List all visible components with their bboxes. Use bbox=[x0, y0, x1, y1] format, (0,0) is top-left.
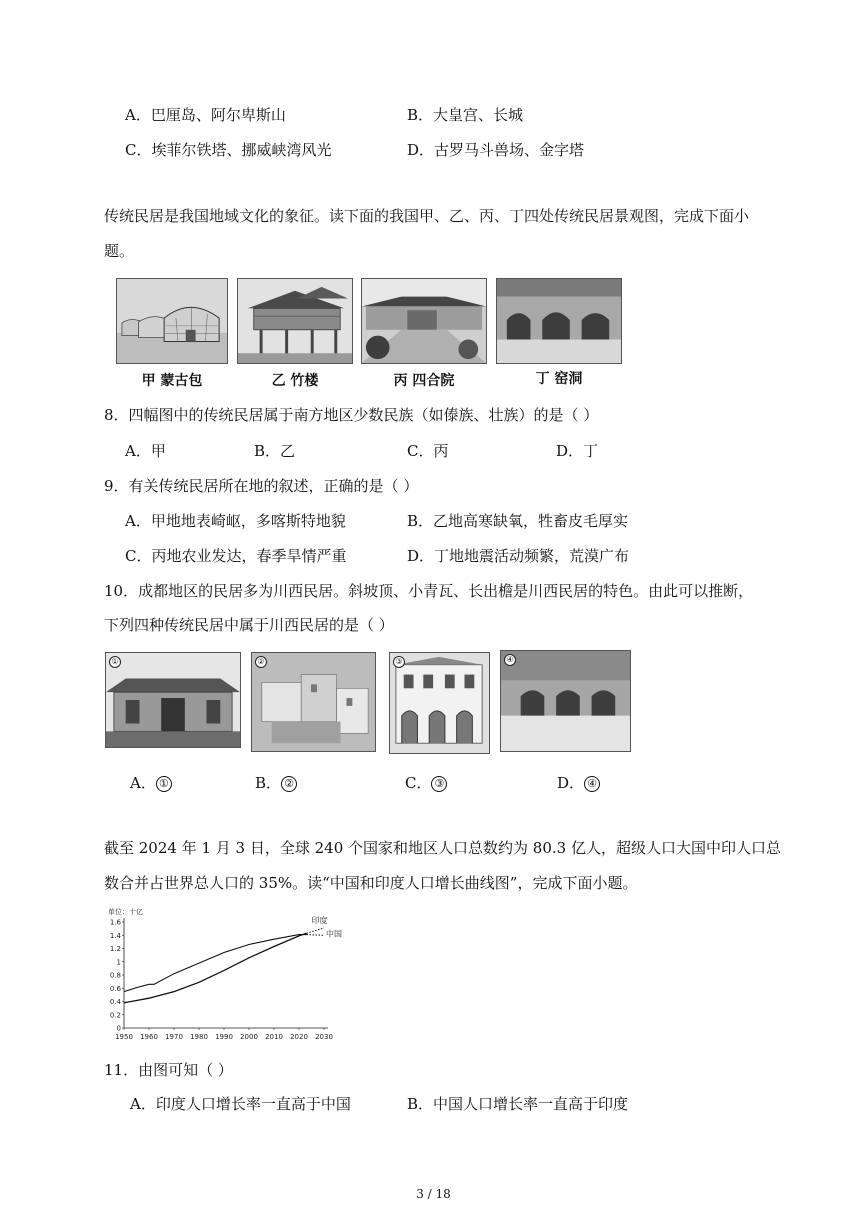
chart-series-projection-1 bbox=[307, 928, 325, 933]
photo-bamboo-house bbox=[237, 278, 353, 364]
intro2-line1: 截至 2024 年 1 月 3 日，全球 240 个国家和地区人口总数约为 80.3 亿人，超级人口大国中印人口总 bbox=[104, 839, 781, 857]
chart-y-tick-label: 0.2 bbox=[109, 1011, 121, 1020]
q10-option-b-letter: B． bbox=[255, 774, 282, 792]
chart-x-tick-label: 1960 bbox=[140, 1033, 158, 1041]
q10-option-c-mark: ③ bbox=[431, 776, 447, 792]
chart-y-tick-label: 0 bbox=[116, 1024, 121, 1033]
photo-cave-dwelling bbox=[496, 278, 622, 364]
q9-option-d: D．丁地地震活动频繁，荒漠广布 bbox=[407, 547, 630, 565]
chart-series-projection-0 bbox=[307, 935, 325, 936]
photo-siheyuan-courtyard bbox=[361, 278, 487, 364]
chart-x-tick-label: 2010 bbox=[265, 1033, 283, 1041]
q10-option-c bbox=[405, 772, 447, 793]
q10-stem-line1: 10．成都地区的民居多为川西民居。斜坡顶、小青瓦、长出檐是川西民居的特色。由此可以推断， bbox=[104, 582, 754, 600]
q11-option-b: B．中国人口增长率一直高于印度 bbox=[407, 1095, 629, 1113]
q10-option-d-mark: ④ bbox=[584, 776, 600, 792]
chart-x-tick-label: 2030 bbox=[315, 1033, 333, 1041]
chart-series-label-india: 印度 bbox=[311, 916, 328, 925]
photo-1-label: ① bbox=[109, 656, 121, 668]
intro-paragraph-line2: 题。 bbox=[104, 242, 135, 260]
chart-x-tick-label: 2020 bbox=[290, 1033, 308, 1041]
photo-3-label: ③ bbox=[393, 656, 405, 668]
photo-2-label: ② bbox=[255, 656, 267, 668]
population-line-chart bbox=[100, 900, 350, 1048]
photo-option-4-cave-dwelling bbox=[500, 650, 631, 752]
chart-y-tick-label: 0.8 bbox=[109, 971, 121, 980]
page-number: 3 / 18 bbox=[416, 1187, 451, 1201]
q7-option-b: B．大皇宫、长城 bbox=[407, 106, 524, 124]
caption-cave-dwelling: 丁 窑洞 bbox=[535, 371, 583, 387]
photo-option-3-arcade-building bbox=[389, 652, 490, 754]
q10-stem-line2: 下列四种传统民居中属于川西民居的是（ ） bbox=[104, 616, 394, 634]
q10-option-b-mark: ② bbox=[281, 776, 297, 792]
q9-stem: 9．有关传统民居所在地的叙述，正确的是（ ） bbox=[104, 477, 419, 495]
q10-option-c-letter: C． bbox=[405, 774, 432, 792]
q7-option-a: A．巴厘岛、阿尔卑斯山 bbox=[125, 106, 286, 124]
chart-y-tick-label: 1.6 bbox=[109, 918, 121, 927]
q8-option-c: C．丙 bbox=[407, 442, 449, 460]
q8-option-d: D．丁 bbox=[556, 442, 599, 460]
intro2-line2: 数合并占世界总人口的 35%。读“中国和印度人口增长曲线图”，完成下面小题。 bbox=[104, 874, 638, 892]
q10-option-a-letter: A． bbox=[130, 774, 156, 792]
chart-y-tick-label: 1.4 bbox=[109, 931, 121, 940]
chart-unit-label: 单位：十亿 bbox=[108, 908, 143, 916]
chart-x-tick-label: 1970 bbox=[165, 1033, 183, 1041]
chart-x-tick-label: 2000 bbox=[240, 1033, 258, 1041]
q8-option-b: B．乙 bbox=[254, 442, 296, 460]
intro-paragraph-line1: 传统民居是我国地域文化的象征。读下面的我国甲、乙、丙、丁四处传统民居景观图，完成下面小 bbox=[104, 207, 750, 225]
q9-option-b: B．乙地高寒缺氧，牲畜皮毛厚实 bbox=[407, 512, 629, 530]
chart-series-line-0 bbox=[124, 935, 307, 992]
q11-stem: 11．由图可知（ ） bbox=[104, 1061, 233, 1079]
q7-option-d: D．古罗马斗兽场、金字塔 bbox=[407, 141, 585, 159]
q8-stem: 8．四幅图中的传统民居属于南方地区少数民族（如傣族、壮族）的是（ ） bbox=[104, 406, 599, 424]
q8-option-a: A．甲 bbox=[125, 442, 166, 460]
q10-option-b bbox=[255, 772, 297, 793]
photo-option-2-stone-buildings bbox=[251, 652, 376, 752]
caption-siheyuan: 丙 四合院 bbox=[393, 373, 455, 389]
caption-yurt: 甲 蒙古包 bbox=[141, 373, 203, 389]
photo-option-1-tiled-house bbox=[105, 652, 241, 748]
chart-x-tick-label: 1980 bbox=[190, 1033, 208, 1041]
q7-option-c: C．埃菲尔铁塔、挪威峡湾风光 bbox=[125, 141, 332, 159]
photo-4-label: ④ bbox=[504, 654, 516, 666]
chart-series-label-china: 中国 bbox=[326, 929, 342, 939]
chart-x-tick-label: 1990 bbox=[215, 1033, 233, 1041]
q10-option-a-mark: ① bbox=[156, 776, 172, 792]
caption-bamboo-house: 乙 竹楼 bbox=[271, 373, 319, 389]
chart-y-tick-label: 0.4 bbox=[109, 998, 121, 1006]
q9-option-c: C．丙地农业发达，春季旱情严重 bbox=[125, 547, 347, 565]
q9-option-a: A．甲地地表崎岖，多喀斯特地貌 bbox=[125, 512, 346, 530]
chart-series-line-1 bbox=[124, 933, 307, 1003]
q10-option-d bbox=[557, 772, 600, 793]
photo-mongolian-yurt bbox=[116, 278, 228, 364]
q10-option-d-letter: D． bbox=[557, 774, 585, 792]
q10-option-a bbox=[130, 772, 172, 793]
q11-option-a: A．印度人口增长率一直高于中国 bbox=[130, 1095, 351, 1113]
chart-y-tick-label: 1 bbox=[116, 958, 121, 967]
chart-y-tick-label: 0.6 bbox=[109, 984, 121, 993]
chart-y-tick-label: 1.2 bbox=[109, 945, 121, 953]
chart-x-tick-label: 1950 bbox=[115, 1033, 133, 1041]
